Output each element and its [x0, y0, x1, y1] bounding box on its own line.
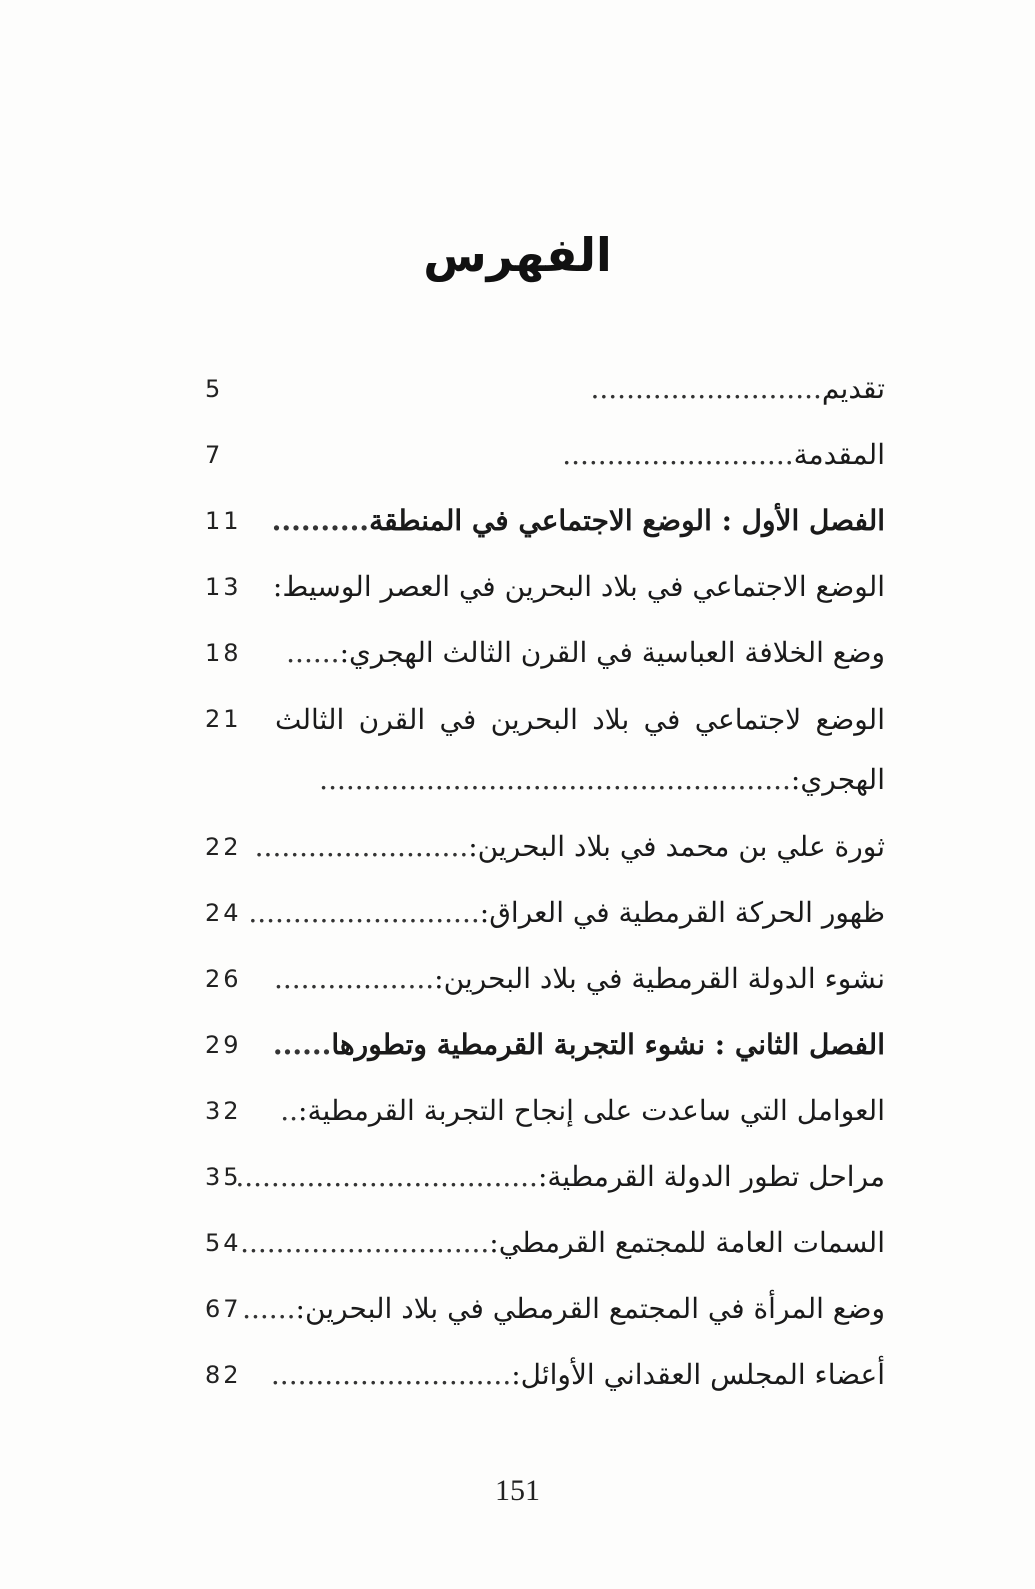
- page-number: 151: [495, 1474, 540, 1507]
- toc-entry: [205, 418, 885, 484]
- toc-entry-page: 11: [205, 507, 242, 535]
- toc-entry-page: 32: [205, 1097, 242, 1125]
- toc-entry-title: أعضاء المجلس العقداني الأوائل:...........................: [270, 1358, 885, 1391]
- toc-entry: [205, 1206, 885, 1272]
- toc-entry-page: 24: [205, 899, 242, 927]
- toc-entry: [205, 1338, 885, 1404]
- toc-entry-page: 7: [205, 441, 224, 469]
- toc-entry: [205, 1140, 885, 1206]
- toc-entry: [205, 682, 885, 810]
- toc-entry: [205, 876, 885, 942]
- toc-entry: [205, 1272, 885, 1338]
- table-of-contents: [205, 352, 885, 1404]
- toc-entry-title: الوضع لاجتماعي في بلاد البحرين في القرن الثالث الهجري:.....................................................: [275, 703, 885, 796]
- toc-entry-page: 29: [205, 1031, 242, 1059]
- toc-entry-title: الوضع الاجتماعي في بلاد البحرين في العصر الوسيط:: [272, 570, 885, 603]
- toc-entry-title: السمات العامة للمجتمع القرمطي:............................: [240, 1226, 885, 1259]
- toc-entry-page: 54: [205, 1229, 242, 1257]
- toc-entry-title: العوامل التي ساعدت على إنجاح التجربة القرمطية:..: [280, 1094, 885, 1127]
- page-title: الفهرس: [423, 228, 612, 282]
- toc-entry: [205, 616, 885, 682]
- toc-entry-page: 21: [205, 705, 242, 733]
- toc-entry-title: الفصل الثاني : نشوء التجربة القرمطية وتطورها......: [272, 1028, 885, 1061]
- toc-entry-page: 67: [205, 1295, 242, 1323]
- toc-entry-title: وضع المرأة في المجتمع القرمطي في بلاد البحرين:......: [242, 1292, 885, 1325]
- toc-entry: [205, 484, 885, 550]
- toc-entry-title: تقديم..........................: [590, 372, 885, 405]
- toc-entry-page: 13: [205, 573, 242, 601]
- toc-entry: [205, 352, 885, 418]
- toc-entry-page: 35: [205, 1163, 242, 1191]
- toc-entry-title: نشوء الدولة القرمطية في بلاد البحرين:..................: [273, 962, 885, 995]
- toc-entry: [205, 1008, 885, 1074]
- toc-entry-title: وضع الخلافة العباسية في القرن الثالث الهجري:......: [286, 636, 885, 669]
- toc-entry-page: 82: [205, 1361, 242, 1389]
- toc-entry: [205, 942, 885, 1008]
- toc-entry-title: مراحل تطور الدولة القرمطية:..................................: [235, 1160, 885, 1193]
- toc-entry-page: 18: [205, 639, 242, 667]
- toc-entry: [205, 550, 885, 616]
- toc-entry-title: ظهور الحركة القرمطية في العراق:..........................: [248, 896, 885, 929]
- toc-entry-page: 22: [205, 833, 242, 861]
- toc-entry-title: ثورة علي بن محمد في بلاد البحرين:........................: [254, 830, 885, 863]
- toc-entry-title: المقدمة..........................: [562, 438, 885, 471]
- toc-entry-title: الفصل الأول : الوضع الاجتماعي في المنطقة..........: [271, 504, 885, 537]
- toc-entry: [205, 1074, 885, 1140]
- toc-entry-page: 5: [205, 375, 224, 403]
- toc-entry-page: 26: [205, 965, 242, 993]
- toc-entry: [205, 810, 885, 876]
